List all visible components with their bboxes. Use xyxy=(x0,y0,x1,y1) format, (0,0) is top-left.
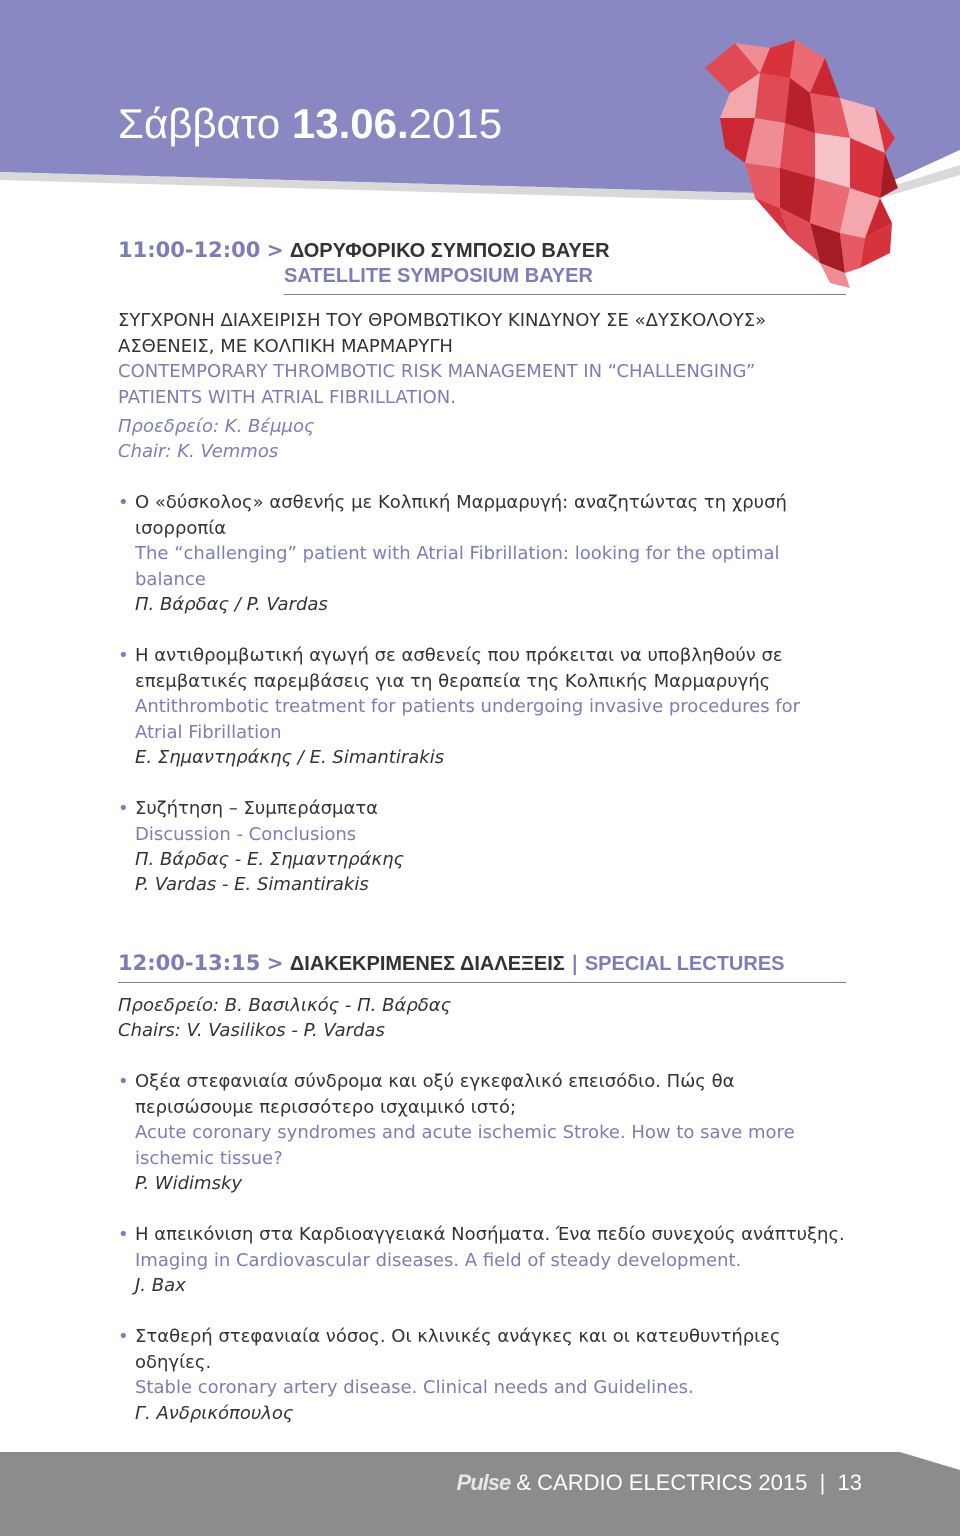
lecture-title-en: The “challenging” patient with Atrial Fibrillation: looking for the optimal xyxy=(135,543,780,564)
divider xyxy=(118,982,846,983)
arrow-icon: > xyxy=(266,951,284,975)
lecture-title-en: Discussion - Conclusions xyxy=(135,823,357,845)
lecture-item xyxy=(118,1324,858,1426)
lecture-title-gr: ισορροπία xyxy=(135,517,227,539)
topic-en-line-2: PATIENTS WITH ATRIAL FIBRILLATION. xyxy=(118,386,456,408)
bullet-icon: • xyxy=(118,492,129,513)
bullet-icon: • xyxy=(118,798,129,819)
lecture-title-en: Antithrombotic treatment for patients undergoing invasive procedures for xyxy=(135,696,801,717)
lecture-title-gr: οδηγίες. xyxy=(135,1351,212,1373)
lecture-title-en: balance xyxy=(135,568,206,590)
chair-en: Chair: K. Vemmos xyxy=(118,441,279,462)
lecture-title-gr: περισώσουμε περισσότερο ισχαιμικό ιστό; xyxy=(135,1096,517,1118)
session-2-chairs xyxy=(118,993,848,1043)
chair-en: Chairs: V. Vasilikos - P. Vardas xyxy=(118,1020,385,1041)
arrow-icon: > xyxy=(266,238,284,262)
bullet-icon: • xyxy=(118,1224,129,1245)
bullet-icon: • xyxy=(118,645,129,666)
lecture-title-gr: επεμβατικές παρεμβάσεις για τη θεραπεία της Κολπικής Μαρμαρυγής xyxy=(135,670,771,692)
lecture-item xyxy=(118,796,858,897)
lecture-title-gr: Η απεικόνιση στα Καρδιοαγγειακά Νοσήματα. Ένα πεδίο συνεχούς ανάπτυξης. xyxy=(135,1224,845,1245)
title-separator: | xyxy=(571,951,579,975)
lecture-item xyxy=(118,1069,858,1196)
footer-text xyxy=(457,1470,862,1496)
lecture-title-gr: Σταθερή στεφανιαία νόσος. Οι κλινικές ανάγκες και οι κατευθυντήριες xyxy=(135,1326,781,1347)
lecture-title-gr: Οξέα στεφανιαία σύνδρομα και οξύ εγκεφαλικό επεισόδιο. Πώς θα xyxy=(135,1071,735,1092)
brand-logo: Pulse xyxy=(456,1470,511,1495)
date-year: 2015 xyxy=(408,100,503,147)
lecture-speaker: Π. Βάρδας / P. Vardas xyxy=(135,594,328,615)
lecture-speaker: Ε. Σημαντηράκης / E. Simantirakis xyxy=(135,747,445,768)
topic-en-line-1: CONTEMPORARY THROMBOTIC RISK MANAGEMENT IN “CHALLENGING” xyxy=(118,361,756,382)
session-1-title-en: SATELLITE SYMPOSIUM BAYER xyxy=(284,265,593,287)
lecture-title-en: Imaging in Cardiovascular diseases. A field of steady development. xyxy=(135,1249,742,1271)
lecture-item xyxy=(118,1222,858,1298)
page-date xyxy=(118,100,502,148)
session-1-time: 11:00-12:00 xyxy=(118,238,261,262)
topic-gr-line-1: ΣΥΓΧΡΟΝΗ ΔΙΑΧΕΙΡΙΣΗ ΤΟΥ ΘΡΟΜΒΩΤΙΚΟΥ ΚΙΝΔΥΝΟΥ ΣΕ «ΔΥΣΚΟΛΟΥΣ» xyxy=(118,310,767,331)
session-2-title-en: SPECIAL LECTURES xyxy=(584,953,785,975)
session-1-header xyxy=(118,238,848,295)
event-name: & CARDIO ELECTRICS 2015 xyxy=(516,1470,808,1495)
lecture-item xyxy=(118,643,858,770)
date-day: Σάββατο xyxy=(118,100,281,147)
lecture-title-en: ischemic tissue? xyxy=(135,1147,283,1169)
lecture-speaker: P. Widimsky xyxy=(135,1173,243,1194)
lecture-speaker: P. Vardas - E. Simantirakis xyxy=(135,874,369,895)
footer-separator: | xyxy=(819,1470,826,1495)
lecture-speaker: Π. Βάρδας - Ε. Σημαντηράκης xyxy=(135,849,405,870)
session-2-title-line xyxy=(118,951,848,976)
bullet-icon: • xyxy=(118,1326,129,1347)
session-2-title-gr: ΔΙΑΚΕΚΡΙΜΕΝΕΣ ΔΙΑΛΕΞΕΙΣ xyxy=(289,953,565,975)
lecture-speaker: J. Bax xyxy=(135,1275,186,1296)
topic-gr-line-2: ΑΣΘΕΝΕΙΣ, ΜΕ ΚΟΛΠΙΚΗ ΜΑΡΜΑΡΥΓΗ xyxy=(118,335,453,357)
lecture-speaker: Γ. Ανδρικόπουλος xyxy=(135,1402,294,1424)
session-1-topic xyxy=(118,308,848,464)
bullet-icon: • xyxy=(118,1071,129,1092)
lecture-title-gr: Συζήτηση – Συμπεράσματα xyxy=(135,798,379,819)
session-1-title-line xyxy=(118,238,848,263)
lecture-title-en: Atrial Fibrillation xyxy=(135,721,282,743)
lecture-title-en: Stable coronary artery disease. Clinical needs and Guidelines. xyxy=(135,1377,694,1398)
chair-gr: Προεδρείο: Κ. Βέμμος xyxy=(118,416,315,437)
divider xyxy=(284,294,846,295)
lecture-title-en: Acute coronary syndromes and acute ischemic Stroke. How to save more xyxy=(135,1122,795,1143)
date-bold: 13.06. xyxy=(291,100,409,147)
lecture-title-gr: Ο «δύσκολος» ασθενής με Κολπική Μαρμαρυγή: αναζητώντας τη χρυσή xyxy=(135,492,787,513)
page-number: 13 xyxy=(837,1470,862,1495)
lecture-title-gr: Η αντιθρομβωτική αγωγή σε ασθενείς που πρόκειται να υποβληθούν σε xyxy=(135,645,783,666)
session-2-header xyxy=(118,951,848,983)
session-2-time: 12:00-13:15 xyxy=(118,951,261,975)
chair-gr: Προεδρείο: Β. Βασιλικός - Π. Βάρδας xyxy=(118,995,452,1016)
lecture-item xyxy=(118,490,858,617)
session-1-title-gr: ΔΟΡΥΦΟΡΙΚΟ ΣΥΜΠΟΣΙΟ BAYER xyxy=(289,240,610,262)
